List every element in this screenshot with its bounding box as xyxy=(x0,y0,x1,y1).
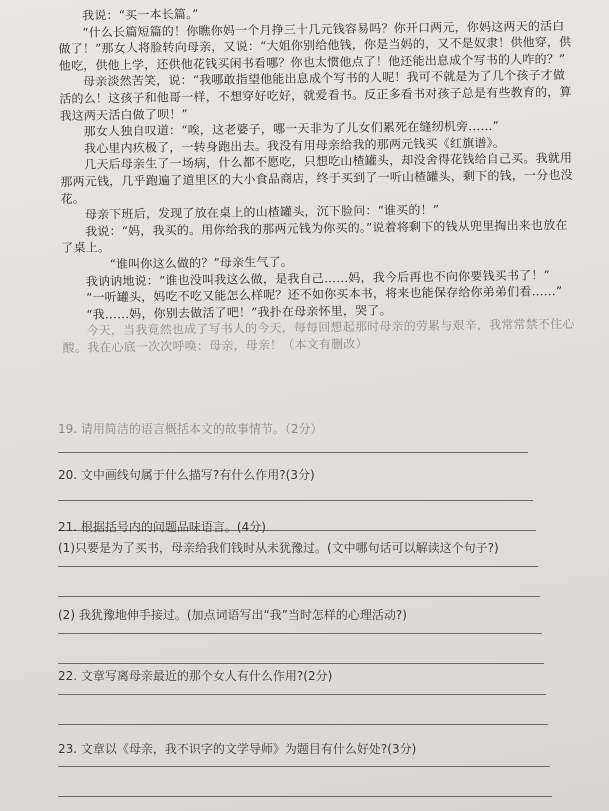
answer-line[interactable] xyxy=(58,452,528,453)
answer-line[interactable] xyxy=(58,663,544,664)
question-21 xyxy=(58,518,578,535)
story-paragraph: 我说：“买一本长篇。” xyxy=(82,7,199,23)
answer-line[interactable] xyxy=(58,566,538,567)
story-paragraph: “什么长篇短篇的！你瞧你妈一个月挣三十几元钱容易吗？你开口两元，你妈这两天的活白做了！”那女人将脸转向母亲，又说：“大姐你别给他钱，你是当妈的，又不是奴隶！供他穿，供他吃，供他上学，还供他花钱买闲书看哪？你也太惯他点了！他还能出息成个写书的人咋的？” xyxy=(58,18,572,73)
story-paragraph: “一听罐头，妈吃不吃又能怎么样呢？还不如你买本书，将来也能保存给你弟弟们看……” xyxy=(85,284,563,305)
question-21-text: 21. 根据括号内的问题品味语言。(4分) xyxy=(58,520,266,534)
question-19-text: 19. 请用简洁的语言概括本文的故事情节。（2分） xyxy=(58,422,323,436)
story-paragraph: 我说：“妈，我买的。用你给我的那两元钱为你买的。”说着将剩下的钱从兜里掏出来也放在了桌上。 xyxy=(61,217,568,256)
answer-line[interactable] xyxy=(58,500,533,501)
answer-line[interactable] xyxy=(58,694,546,695)
question-20 xyxy=(58,466,578,483)
question-21-1 xyxy=(58,539,578,556)
story-paragraph: 我心里内疚极了，一转身跑出去。我没有用母亲给我的那两元钱买《红旗谱》。 xyxy=(83,135,506,156)
answer-line[interactable] xyxy=(58,796,552,797)
story-paragraph: “我……妈，你别去做活了吧！”我扑在母亲怀里，哭了。 xyxy=(86,303,392,322)
story-paragraph-faded: 今天，当我竟然也成了写书人的今天，每每回想起那时母亲的劳累与艰辛，我常常禁不住心酸。我在心底一次次呼唤：母亲，母亲！（本文有删改） xyxy=(62,317,575,355)
question-19 xyxy=(58,420,578,437)
story-paragraph: 那女人独自叹道：“唉，这老婆子，哪一天非为了儿女们累死在缝纫机旁……” xyxy=(83,119,500,139)
story-paragraph: 几天后母亲生了一场病，什么都不愿吃，只想吃山楂罐头，却没舍得花钱给自己买。我就用那两元钱，几乎跑遍了道里区的大小食品商店，终于买到了一听山楂罐头，剩下的钱，一分也没花。 xyxy=(60,151,573,206)
question-21-2 xyxy=(58,606,578,623)
answer-line[interactable] xyxy=(58,766,550,767)
question-21-1-text: (1)只要是为了买书，母亲给我们钱时从未犹豫过。(文中哪句话可以解读这个句子?) xyxy=(58,541,499,555)
answer-line[interactable] xyxy=(58,724,548,725)
story-paragraph: “谁叫你这么做的？”母亲生气了。 xyxy=(109,254,294,272)
answer-line[interactable] xyxy=(58,596,540,597)
story-text xyxy=(58,1,578,357)
question-20-text: 20. 文中画线句属于什么描写?有什么作用?(3分) xyxy=(58,468,315,482)
question-23 xyxy=(58,740,578,757)
story-paragraph: 母亲下班后，发现了放在桌上的山楂罐头，沉下脸问：“谁买的！” xyxy=(84,202,440,222)
question-21-2-text: (2) 我犹豫地伸手接过。(加点词语写出“我”当时怎样的心理活动?) xyxy=(58,608,407,622)
story-paragraph: 我讷讷地说：“谁也没叫我这么做，是我自己……妈，我今后再也不向你要钱买书了！” xyxy=(85,267,550,289)
answer-line[interactable] xyxy=(58,633,542,634)
question-22-text: 22. 文章写离母亲最近的那个女人有什么作用?(2分) xyxy=(58,669,333,683)
story-paragraph: 母亲淡然苦笑，说：“我哪敢指望他能出息成个写书的人呢！我可不就是为了几个孩子才做活的么！这孩子和他哥一样，不想穿好吃好，就爱看书。反正多看书对孩子总是有些教育的，算我这两天活白做了呗！” xyxy=(59,68,572,123)
question-23-text: 23. 文章以《母亲，我不识字的文学导师》为题目有什么好处?(3分) xyxy=(58,742,417,756)
question-22 xyxy=(58,667,578,684)
